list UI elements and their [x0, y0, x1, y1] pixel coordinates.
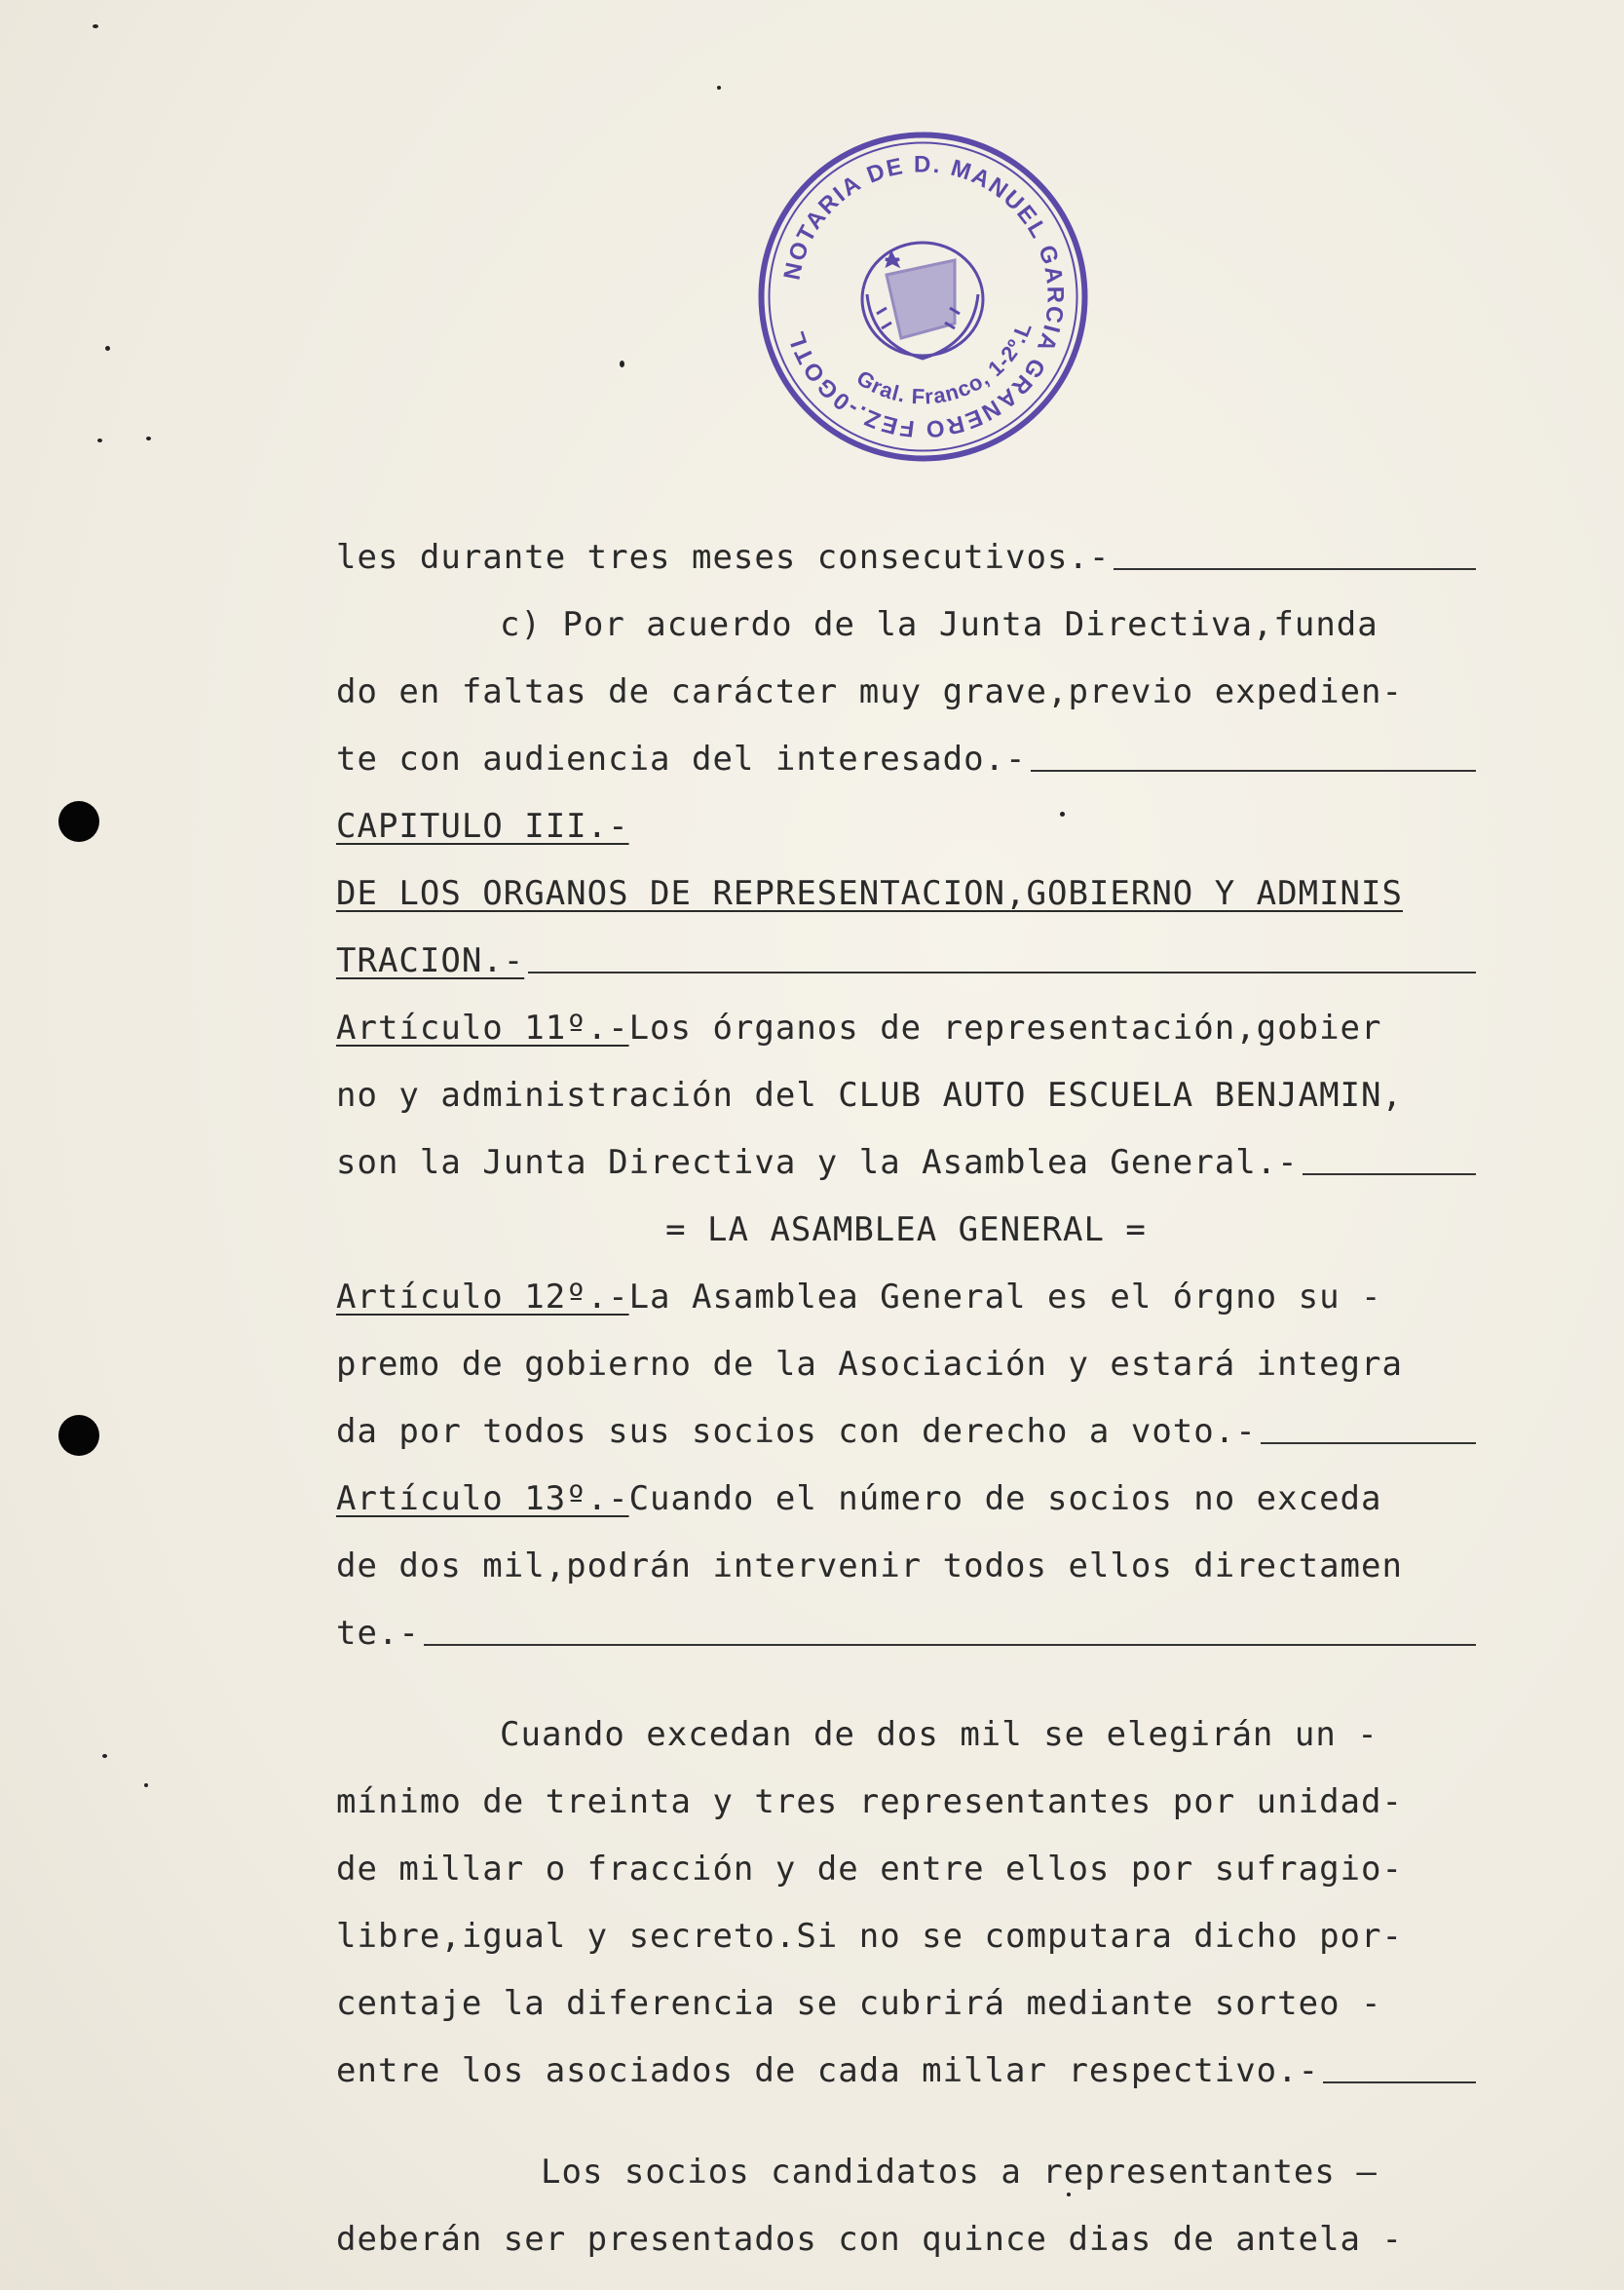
punch-hole-top [58, 801, 99, 842]
line-text: c) Por acuerdo de la Junta Directiva,funda [500, 605, 1379, 644]
line-text: La Asamblea General es el órgno su - [628, 1278, 1382, 1317]
text-line [336, 2044, 1476, 2112]
text-line [336, 867, 1476, 935]
text-line [336, 1136, 1476, 1203]
text-line [336, 1607, 1476, 1674]
notary-seal [755, 129, 1091, 465]
line-text: Los socios candidatos a representantes — [541, 2153, 1378, 2192]
line-text: te.- [336, 1614, 420, 1653]
line-text: no y administración del CLUB AUTO ESCUELA BENJAMIN, [336, 1076, 1403, 1115]
seal-outer-text: NOTARIA DE D. MANUEL GARCIA GRANERO FEZ.-0GOTL [778, 151, 1069, 442]
text-line [336, 1708, 1476, 1775]
line-filler-dash [1303, 1173, 1476, 1175]
text-line [336, 935, 1476, 1002]
line-text: Los órganos de representación,gobier [628, 1009, 1382, 1048]
line-text: do en faltas de carácter muy grave,previo expedien- [336, 672, 1403, 711]
line-text: les durante tres meses consecutivos.- [336, 538, 1111, 577]
line-filler-dash [1114, 568, 1476, 570]
text-line [336, 1069, 1476, 1136]
line-text: Cuando el número de socios no exceda [628, 1479, 1382, 1518]
line-text: mínimo de treinta y tres representantes por unidad- [336, 1782, 1403, 1821]
notary-seal-graphic [755, 129, 1091, 465]
article-label: Artículo 13º.- [336, 1479, 629, 1518]
line-text: CAPITULO III.- [336, 807, 629, 846]
line-text: te con audiencia del interesado.- [336, 740, 1027, 779]
line-text: DE LOS ORGANOS DE REPRESENTACION,GOBIERNO Y ADMINIS [336, 874, 1403, 913]
text-line [336, 598, 1476, 666]
line-text: centaje la diferencia se cubrirá mediante sorteo - [336, 1984, 1382, 2023]
text-line [336, 2146, 1476, 2213]
line-text: TRACION.- [336, 941, 525, 980]
text-line [336, 1910, 1476, 1977]
line-text: deberán ser presentados con quince dias de antela - [336, 2220, 1403, 2259]
line-text: premo de gobierno de la Asociación y estará integra [336, 1345, 1403, 1384]
document-body [336, 531, 1476, 2280]
text-line [336, 1271, 1476, 1338]
text-line [336, 1775, 1476, 1843]
line-filler-dash [1031, 770, 1476, 772]
text-line [336, 1843, 1476, 1910]
line-text: entre los asociados de cada millar respectivo.- [336, 2051, 1320, 2090]
text-line [336, 2213, 1476, 2280]
line-filler-dash [528, 972, 1476, 973]
article-label: Artículo 12º.- [336, 1278, 629, 1317]
paragraph-gap [336, 2112, 1476, 2146]
article-label: Artículo 11º.- [336, 1009, 629, 1048]
line-text: de dos mil,podrán intervenir todos ellos directamen [336, 1546, 1403, 1585]
line-filler-dash [1323, 2081, 1476, 2083]
text-line [336, 1977, 1476, 2044]
text-line [336, 1338, 1476, 1405]
text-line [336, 1002, 1476, 1069]
text-line [336, 1405, 1476, 1472]
seal-bottom-text: Gral. Franco, 1-2º.L [851, 318, 1038, 409]
line-text: son la Junta Directiva y la Asamblea General.- [336, 1143, 1299, 1182]
line-text: = LA ASAMBLEA GENERAL = [665, 1210, 1147, 1249]
text-line [336, 800, 1476, 867]
text-line [336, 666, 1476, 733]
text-line [336, 1203, 1476, 1271]
punch-hole-bottom [58, 1415, 99, 1456]
text-line [336, 1472, 1476, 1540]
paragraph-gap [336, 1674, 1476, 1708]
text-line [336, 1540, 1476, 1607]
line-filler-dash [424, 1644, 1476, 1646]
line-text: da por todos sus socios con derecho a voto.- [336, 1412, 1257, 1451]
text-line [336, 531, 1476, 598]
line-text: libre,igual y secreto.Si no se computara dicho por- [336, 1917, 1403, 1956]
line-text: Cuando excedan de dos mil se elegirán un - [500, 1715, 1379, 1754]
text-line [336, 733, 1476, 800]
coat-of-arms-icon [862, 243, 983, 359]
line-text: de millar o fracción y de entre ellos por sufragio- [336, 1850, 1403, 1889]
line-filler-dash [1261, 1442, 1476, 1444]
